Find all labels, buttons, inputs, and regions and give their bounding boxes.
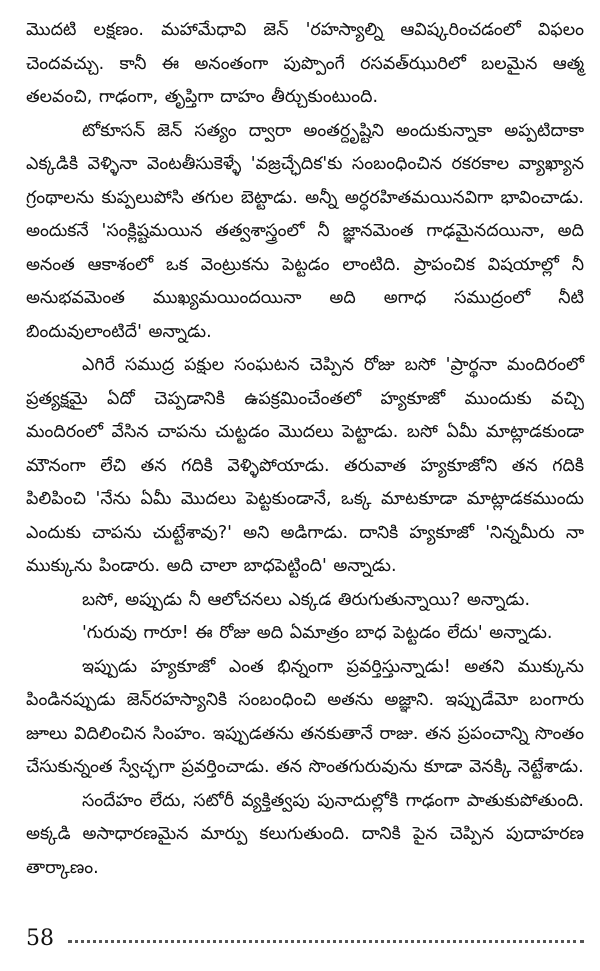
paragraph-5: 'గురువు గారూ! ఈ రోజు అది ఏమాత్రం బాధ పెట్టడం లేదు' అన్నాడు.: [82, 623, 553, 643]
paragraph-7: సందేహం లేదు, సటోరీ వ్యక్తిత్వపు పునాదుల్లోకి గాఢంగా పాతుకుపోతుంది. అక్కడి అసాధారణమైన మార్పు కలుగుతుంది. దానికి పైన చెప్పిన పుదాహరణ తార్కాణం.: [26, 790, 584, 878]
paragraph-3: ఎగిరే సముద్ర పక్షుల సంఘటన చెప్పిన రోజు బసో 'ప్రార్థనా మందిరంలో ప్రత్యక్షమై ఏదో చెప్పడానికి ఉపక్రమించేంతలో హ్యకూజో ముందుకు వచ్చి మందిరంలో వేసిన చాపను చుట్టడం మొదలు పెట్టాడు. బసో ఏమీ మాట్లాడకుండా మౌనంగా లేచి తన గదికి వెళ్ళిపోయాడు. తరువాత హ్యకూజోని తన గదికి పిలిపించి 'నేను ఏమీ మొదలు పెట్టకుండానే, ఒక్క మాటకూడా మాట్లాడకముందు ఎందుకు చాపను చుట్టేశావు?' అని అడిగాడు. దానికి హ్యకూజో 'నిన్నమీరు నా ముక్కును పిండారు. అది చాలా బాధపెట్టింది' అన్నాడు.: [26, 355, 584, 576]
paragraph-4: బసో, అప్పుడు నీ ఆలోచనలు ఎక్కడ తిరుగుతున్నాయి? అన్నాడు.: [82, 589, 531, 610]
paragraph-6: ఇప్పుడు హ్యకూజో ఎంత భిన్నంగా ప్రవర్తిస్తున్నాడు! అతని ముక్కును పిండినప్పుడు జెన్‌రహస్యానికి సంబంధించి అతను అజ్ఞాని. ఇప్పుడేమో బంగారు జూలు విదిలించిన సింహం. ఇప్పుడతను తనకుతానే రాజు. తన ప్రపంచాన్ని సొంతం చేసుకున్నంత స్వేచ్ఛగా ప్రవర్తించాడు. తన సొంతగురువును కూడా వెనక్కి నెట్టేశాడు.: [26, 656, 584, 777]
page-number: 58: [26, 925, 54, 951]
body-text: [26, 14, 584, 885]
footer-dotted-rule: [68, 940, 584, 943]
paragraph-2: టోకూసన్ జెన్ సత్యం ద్వారా అంతర్దృష్టిని అందుకున్నాకా అప్పటిదాకా ఎక్కడికి వెళ్ళినా వెంటతీసుకెళ్ళే 'వజ్రచ్ఛేదిక'కు సంబంధించిన రకరకాల వ్యాఖ్యాన గ్రంథాలను కుప్పలుపోసి తగుల బెట్టాడు. అన్నీ అర్ధరహితమయినవిగా భావించాడు. అందుకనే 'సంక్లిష్టమయిన తత్వశాస్త్రంలో నీ జ్ఞానమెంత గాఢమైనదయినా, అది అనంత ఆకాశంలో ఒక వెంట్రుకను పెట్టడం లాంటిది. ప్రాపంచిక విషయాల్లో నీ అనుభవమెంత ముఖ్యమయిందయినా అది అగాధ సముద్రంలో నీటి బిందువులాంటిదే' అన్నాడు.: [26, 120, 584, 342]
page-footer: [26, 918, 584, 958]
paragraph-1: మొదటి లక్షణం. మహామేధావి జెన్ 'రహస్యాల్ని ఆవిష్కరించడంలో విఫలం చెందవచ్చు. కానీ ఈ అనంతంగా పుప్పొంగే రసవత్‌ఝురిలో బలమైన ఆత్మ తలవంచి, గాఢంగా, తృప్తిగా దాహం తీర్చుకుంటుంది.: [26, 20, 584, 107]
